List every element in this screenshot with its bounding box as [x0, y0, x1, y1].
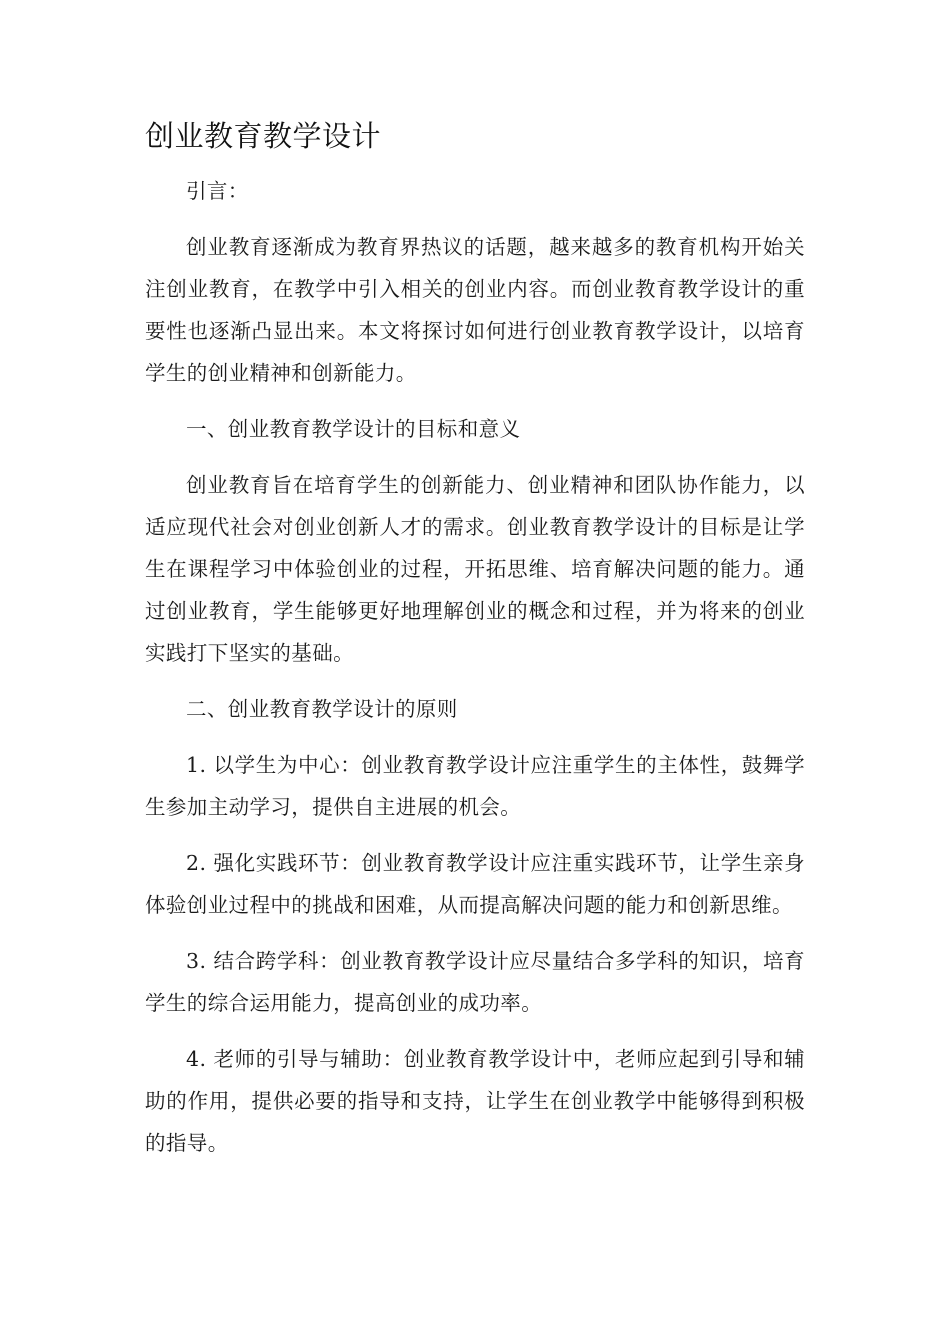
paragraph-intro: 创业教育逐渐成为教育界热议的话题，越来越多的教育机构开始关注创业教育，在教学中引入相关的创业内容。而创业教育教学设计的重要性也逐渐凸显出来。本文将探讨如何进行创业教育教学设计，以培育学生的创业精神和创新能力。: [145, 235, 805, 385]
principle-item-1: 1. 以学生为中心：创业教育教学设计应注重学生的主体性，鼓舞学生参加主动学习，提供自主进展的机会。: [145, 753, 805, 819]
document-title: 创业教育教学设计: [145, 119, 382, 153]
principle-item-4: 4. 老师的引导与辅助：创业教育教学设计中，老师应起到引导和辅助的作用，提供必要的指导和支持，让学生在创业教学中能够得到积极的指导。: [145, 1047, 805, 1155]
principle-item-2: 2. 强化实践环节：创业教育教学设计应注重实践环节，让学生亲身体验创业过程中的挑战和困难，从而提高解决问题的能力和创新思维。: [145, 851, 805, 917]
section-heading-principles: 二、创业教育教学设计的原则: [186, 697, 458, 721]
section-heading-goals: 一、创业教育教学设计的目标和意义: [186, 417, 521, 441]
document-body: [145, 116, 805, 1178]
principle-item-3: 3. 结合跨学科：创业教育教学设计应尽量结合多学科的知识，培育学生的综合运用能力，提高创业的成功率。: [145, 949, 805, 1015]
paragraph-intro-label: 引言：: [186, 179, 249, 203]
paragraph-goals: 创业教育旨在培育学生的创新能力、创业精神和团队协作能力，以适应现代社会对创业创新人才的需求。创业教育教学设计的目标是让学生在课程学习中体验创业的过程，开拓思维、培育解决问题的能力。通过创业教育，学生能够更好地理解创业的概念和过程，并为将来的创业实践打下坚实的基础。: [145, 473, 805, 665]
